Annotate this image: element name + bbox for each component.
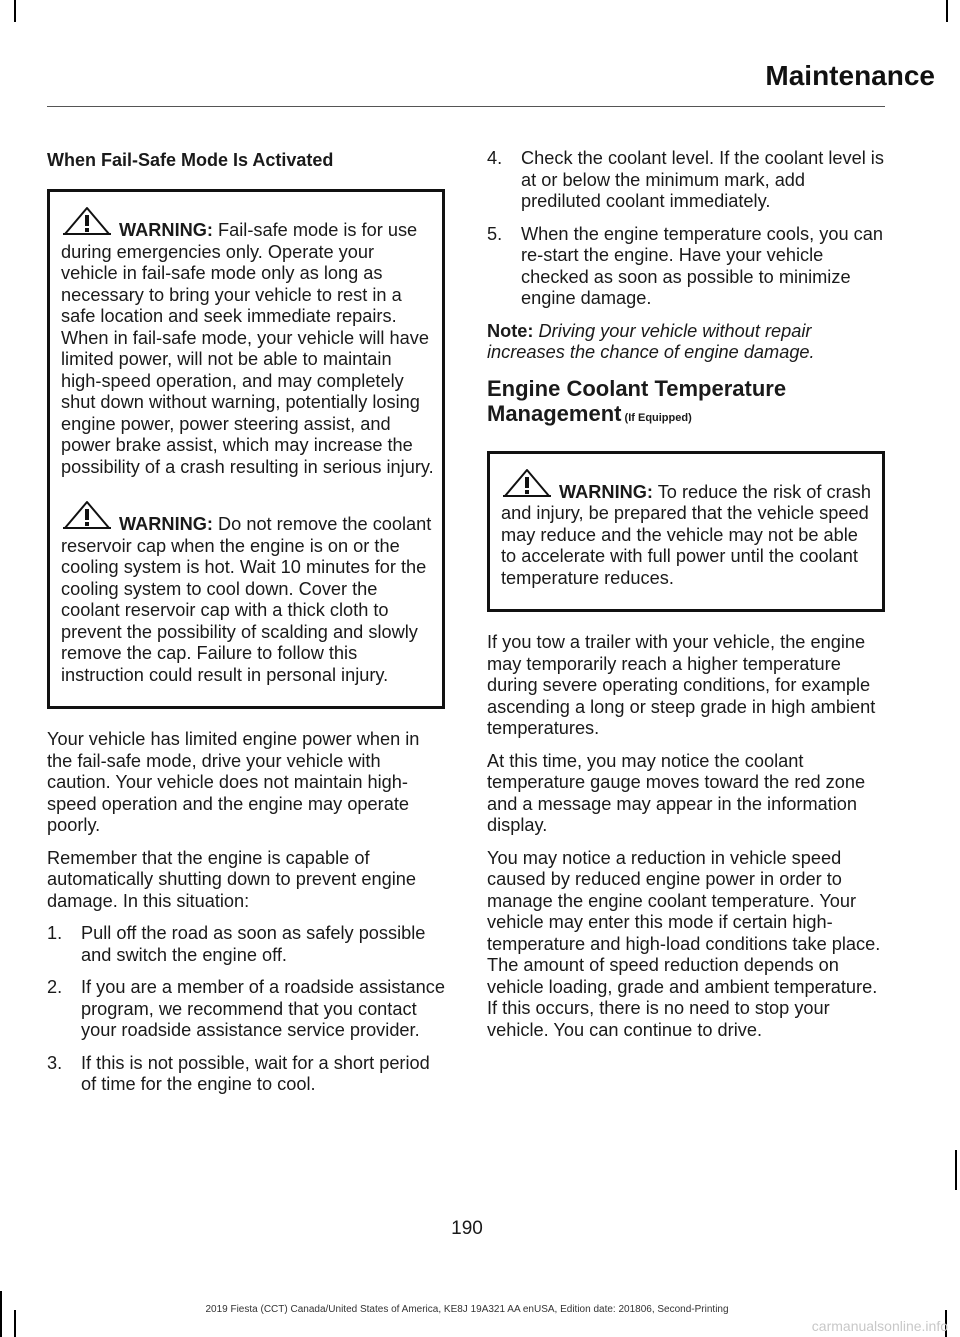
step-number: 5. bbox=[487, 223, 503, 244]
warning-text: Do not remove the coolant reservoir cap when the engine is on or the cooling system is hot. Wait 10 minutes for the cooling system to cool down. Cover the coolant reservoir cap with a thick cloth to prevent the possibility of scalding and slowly remove the cap. Failure to follow this instruction could result in personal injury. bbox=[61, 514, 432, 685]
step-number: 4. bbox=[487, 148, 503, 168]
page-number: 190 bbox=[451, 1218, 483, 1239]
body-paragraph: You may notice a reduction in vehicle speed caused by reduced engine power in order to manage the engine coolant temperature. Your vehicle may enter this mode if certain high-temperature and high-load conditions take place. The amount of speed reduction depends on vehicle loading, grade and ambient temperature. If this occurs, there is no need to stop your vehicle. You can continue to drive. bbox=[487, 847, 881, 1040]
warning-label: WARNING: bbox=[119, 220, 213, 240]
note-label: Note: bbox=[487, 320, 534, 341]
body-paragraph: At this time, you may notice the coolant temperature gauge moves toward the red zone and a message may appear in the information display. bbox=[487, 750, 866, 835]
section-title: Maintenance bbox=[765, 60, 935, 91]
step-text: If you are a member of a roadside assistance program, we recommend that you contact your roadside assistance service provider. bbox=[81, 977, 445, 1040]
header-divider bbox=[47, 106, 885, 107]
heading-text: Engine Coolant Temperature Management bbox=[487, 375, 787, 426]
warning-item bbox=[61, 500, 434, 686]
body-paragraph: If you tow a trailer with your vehicle, the engine may temporarily reach a higher temperature during severe operating conditions, for example ascending a long or steep grade in high ambient temperatures. bbox=[487, 632, 876, 738]
warning-text: Fail-safe mode is for use during emergencies only. Operate your vehicle in fail-safe mode only as long as necessary to bring your vehicle to rest in a safe location and seek immediate repairs. When in fail-safe mode, your vehicle will have limited power, will not be able to maintain high-speed operation, and may completely shut down without warning, potentially losing engine power, power steering assist, and power brake assist, which may increase the possibility of a crash resulting in serious injury. bbox=[61, 220, 434, 477]
crop-mark-top-right bbox=[946, 0, 948, 22]
step-text: When the engine temperature cools, you can re-start the engine. Have your vehicle checked as soon as possible to minimize engine damage. bbox=[521, 223, 883, 308]
warning-label: WARNING: bbox=[119, 514, 213, 534]
warning-item bbox=[501, 468, 874, 590]
fail-safe-warning-box bbox=[47, 189, 445, 709]
body-paragraph: Your vehicle has limited engine power when in the fail-safe mode, drive your vehicle with caution. Your vehicle does not maintain high-speed operation and the engine may operate poorly. bbox=[47, 729, 420, 835]
warning-text: To reduce the risk of crash and injury, be prepared that the vehicle speed may reduce and the vehicle may not be able to accelerate with full power until the coolant temperature reduces. bbox=[501, 481, 871, 588]
step-text: Check the coolant level. If the coolant level is at or below the minimum mark, add prediluted coolant immediately. bbox=[521, 148, 884, 211]
watermark: carmanualsonline.info bbox=[811, 1318, 948, 1334]
list-item bbox=[47, 977, 445, 1042]
warning-label: WARNING: bbox=[559, 481, 653, 502]
step-text: If this is not possible, wait for a short period of time for the engine to cool. bbox=[81, 1052, 430, 1094]
fail-safe-heading: When Fail-Safe Mode Is Activated bbox=[47, 150, 334, 170]
note-text: Driving your vehicle without repair increases the chance of engine damage. bbox=[487, 320, 815, 362]
warning-triangle-icon bbox=[61, 500, 113, 536]
warning-item bbox=[61, 206, 434, 478]
list-item bbox=[47, 923, 445, 966]
crop-mark-top-left bbox=[14, 0, 16, 22]
footer-edition-info: 2019 Fiesta (CCT) Canada/United States of America, KE8J 19A321 AA enUSA, Edition date: 201806, Second-Printing bbox=[205, 1304, 729, 1315]
crop-mark-right-mid bbox=[955, 1150, 957, 1190]
step-number: 3. bbox=[47, 1052, 63, 1073]
coolant-warning-box bbox=[487, 451, 885, 613]
list-item bbox=[487, 224, 885, 310]
warning-triangle-icon bbox=[501, 468, 553, 504]
coolant-management-heading bbox=[487, 376, 885, 431]
steps-list-left bbox=[47, 923, 445, 1096]
right-column bbox=[487, 148, 885, 1052]
heading-suffix: (If Equipped) bbox=[621, 411, 692, 424]
body-paragraph: Remember that the engine is capable of automatically shutting down to prevent engine damage. In this situation: bbox=[47, 847, 417, 911]
warning-triangle-icon bbox=[61, 206, 113, 242]
step-number: 2. bbox=[47, 977, 63, 997]
step-number: 1. bbox=[47, 923, 63, 943]
step-text: Pull off the road as soon as safely possible and switch the engine off. bbox=[81, 923, 426, 965]
list-item bbox=[487, 148, 885, 213]
note-paragraph bbox=[487, 321, 885, 364]
left-column bbox=[47, 140, 445, 1107]
steps-list-right bbox=[487, 148, 885, 310]
list-item bbox=[47, 1053, 445, 1096]
